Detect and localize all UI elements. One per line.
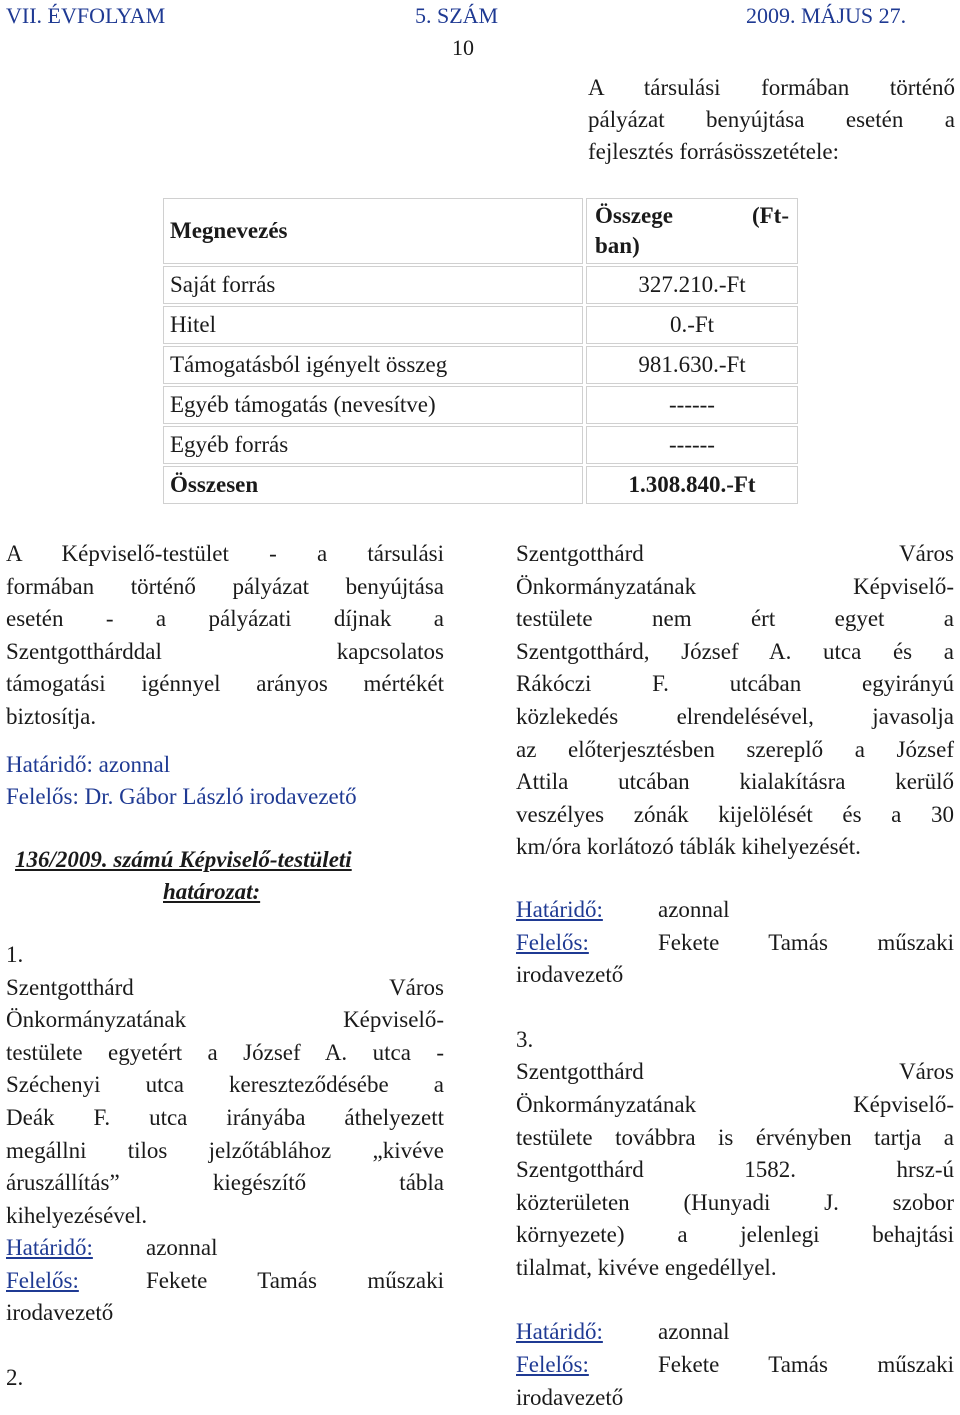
table-row-name: Hitel	[163, 306, 583, 344]
paragraph-line: közterületen (Hunyadi J. szobor	[516, 1189, 954, 1215]
table-row-amount: 0.-Ft	[586, 306, 798, 344]
item-number: 3.	[516, 1026, 534, 1052]
paragraph-line: tilalmat, kivéve engedéllyel.	[516, 1254, 777, 1280]
header-issue: 5. SZÁM	[415, 3, 499, 28]
header-date: 2009. MÁJUS 27.	[746, 3, 907, 28]
paragraph-line: veszélyes zónák kijelölését és a 30	[516, 801, 954, 827]
responsible-line: Felelős: Fekete Tamás műszaki	[6, 1267, 444, 1293]
paragraph-line: Széchenyi utca kereszteződésébe a	[6, 1072, 444, 1098]
paragraph-line: környezete) a jelenlegi behajtási	[516, 1222, 954, 1248]
item-number: 2.	[6, 1365, 24, 1391]
paragraph-line: esetén - a pályázati díjnak a	[6, 606, 444, 632]
paragraph-line: formában történő pályázat benyújtása	[6, 573, 444, 599]
table-row-name: Saját forrás	[163, 266, 583, 304]
paragraph-line: Szentgotthárd, József A. utca és a	[516, 638, 954, 664]
paragraph-line: Szentgotthárd Város	[6, 974, 444, 1000]
deadline-line: Határidő: azonnal	[516, 896, 730, 922]
intro-line-3: fejlesztés forrásösszetétele:	[588, 139, 839, 164]
left-column	[6, 538, 444, 1395]
deadline-line: Határidő: azonnal	[6, 1235, 218, 1261]
paragraph-line: Szentgotthárd Város	[516, 541, 954, 566]
table-row-amount: ------	[586, 426, 798, 464]
deadline-line: Határidő: azonnal	[6, 751, 171, 777]
paragraph-line: testülete nem ért egyet a	[516, 606, 954, 632]
paragraph-line: az előterjesztésben szereplő a József	[516, 736, 954, 762]
table-row-name: Támogatásból igényelt összeg	[163, 346, 583, 384]
responsible-line: Felelős: Fekete Tamás műszaki	[516, 1352, 954, 1378]
table-row-amount: 981.630.-Ft	[586, 346, 798, 384]
intro-line-1: A társulási formában történő	[588, 75, 955, 100]
paragraph-line: Önkormányzatának Képviselő-	[6, 1007, 444, 1033]
paragraph-line: Szentgotthárd 1582. hrsz-ú	[516, 1157, 954, 1183]
paragraph-line: km/óra korlátozó táblák kihelyezését.	[516, 834, 861, 860]
table-row-amount: ------	[586, 386, 798, 424]
table-row-amount: 327.210.-Ft	[586, 266, 798, 304]
paragraph-line: támogatási igénnyel arányos mértékét	[6, 671, 444, 697]
deadline-line: Határidő: azonnal	[516, 1319, 730, 1345]
paragraph-line: megállni tilos jelzőtáblához „kivéve	[6, 1137, 444, 1163]
responsible-line: Felelős: Fekete Tamás műszaki	[516, 929, 954, 955]
paragraph-line: testülete egyetért a József A. utca -	[6, 1039, 444, 1065]
table-row-name: Egyéb forrás	[163, 426, 583, 464]
paragraph-line: Önkormányzatának Képviselő-	[516, 1091, 954, 1117]
responsible-line: Felelős: Dr. Gábor László irodavezető	[6, 784, 357, 810]
resolution-title-2: határozat:	[163, 879, 261, 905]
table-row-amount: 1.308.840.-Ft	[586, 466, 798, 504]
paragraph-line: kihelyezésével.	[6, 1202, 148, 1228]
header-volume: VII. ÉVFOLYAM	[6, 3, 166, 28]
table-row-name: Összesen	[163, 466, 583, 504]
table-row-name: Egyéb támogatás (nevesítve)	[163, 386, 583, 424]
table-header-amount: Összege (Ft- ban)	[586, 198, 798, 264]
paragraph-line: Deák F. utca irányába áthelyezett	[6, 1104, 444, 1130]
item-number: 1.	[6, 941, 24, 967]
paragraph-line: Rákóczi F. utcában egyirányú	[516, 671, 954, 697]
right-column	[516, 538, 954, 1414]
table-header-name: Megnevezés	[163, 198, 583, 264]
paragraph-line: Önkormányzatának Képviselő-	[516, 573, 954, 599]
paragraph-line: Szentgotthárd Város	[516, 1059, 954, 1085]
responsible-line-2: irodavezető	[6, 1300, 114, 1326]
paragraph-line: A Képviselő-testület - a társulási	[6, 541, 444, 566]
paragraph-line: áruszállítás” kiegészítő tábla	[6, 1170, 444, 1196]
paragraph-line: Attila utcában kialakításra kerülő	[516, 769, 954, 795]
paragraph-line: Szentgotthárddal kapcsolatos	[6, 638, 444, 664]
paragraph-line: közlekedés elrendelésével, javasolja	[516, 703, 954, 729]
responsible-line-2: irodavezető	[516, 1384, 624, 1410]
intro-line-2: pályázat benyújtása esetén a	[588, 107, 955, 132]
resolution-title: 136/2009. számú Képviselő-testületi	[15, 846, 352, 872]
page-number: 10	[452, 35, 474, 60]
paragraph-line: testülete továbbra is érvényben tartja a	[516, 1124, 954, 1150]
responsible-line-2: irodavezető	[516, 962, 624, 988]
paragraph-line: biztosítja.	[6, 703, 97, 729]
